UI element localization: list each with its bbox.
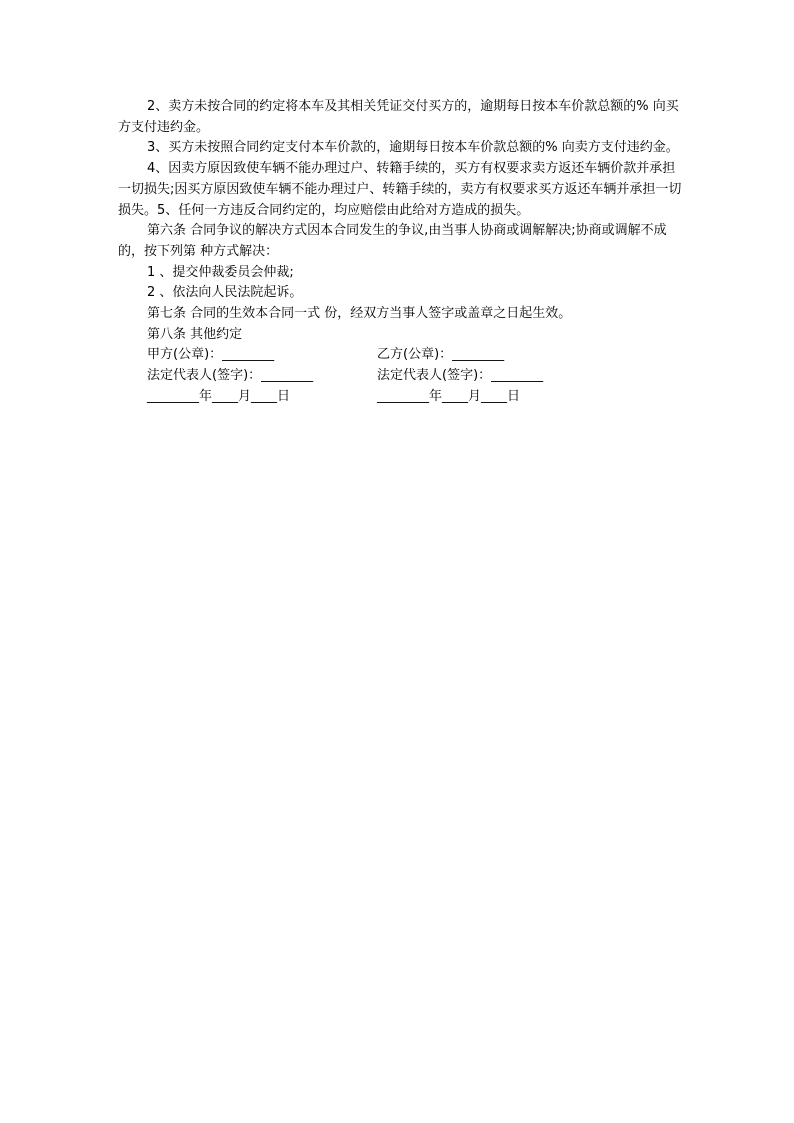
signature-row-representative bbox=[118, 366, 683, 387]
article-seven-effectiveness: 第七条 合同的生效本合同一式 份，经双方当事人签字或盖章之日起生效。 bbox=[147, 306, 572, 322]
signature-row-date bbox=[118, 387, 683, 408]
party-a-seal-line: 甲方(公章)：________ bbox=[147, 347, 275, 363]
clause-seller-delivery-penalty: 2、卖方未按合同的约定将本车及其相关凭证交付买方的，逾期每日按本车价款总额的% 向买方支付违约金。 bbox=[118, 99, 679, 135]
option-litigation: 2 、依法向人民法院起诉。 bbox=[147, 285, 303, 301]
party-b-seal-line: 乙方(公章)：________ bbox=[377, 347, 505, 363]
party-b-representative-line: 法定代表人(签字)：________ bbox=[377, 368, 544, 384]
clause-transfer-failure-liability: 4、因卖方原因致使车辆不能办理过户、转籍手续的，买方有权要求卖方返还车辆价款并承担一切损失;因买方原因致使车辆不能办理过户、转籍手续的，卖方有权要求买方返还车辆并承担一切损失。5、任何一方违反合同约定的，均应赔偿由此给对方造成的损失。 bbox=[118, 161, 682, 218]
party-a-date-line: ________年____月____日 bbox=[147, 388, 291, 404]
article-six-dispute-resolution: 第六条 合同争议的解决方式因本合同发生的争议,由当事人协商或调解解决;协商或调解不成的，按下列第 种方式解决： bbox=[118, 223, 667, 259]
clause-buyer-payment-penalty: 3、买方未按照合同约定支付本车价款的，逾期每日按本车价款总额的% 向卖方支付违约金。 bbox=[147, 140, 679, 156]
signature-row-seal bbox=[118, 345, 683, 366]
party-b-date-line: ________年____月____日 bbox=[377, 388, 521, 404]
option-arbitration: 1 、提交仲裁委员会仲裁; bbox=[147, 264, 294, 280]
article-eight-other-terms: 第八条 其他约定 bbox=[147, 326, 243, 342]
party-a-representative-line: 法定代表人(签字)：________ bbox=[147, 368, 314, 384]
document-body bbox=[118, 97, 683, 408]
